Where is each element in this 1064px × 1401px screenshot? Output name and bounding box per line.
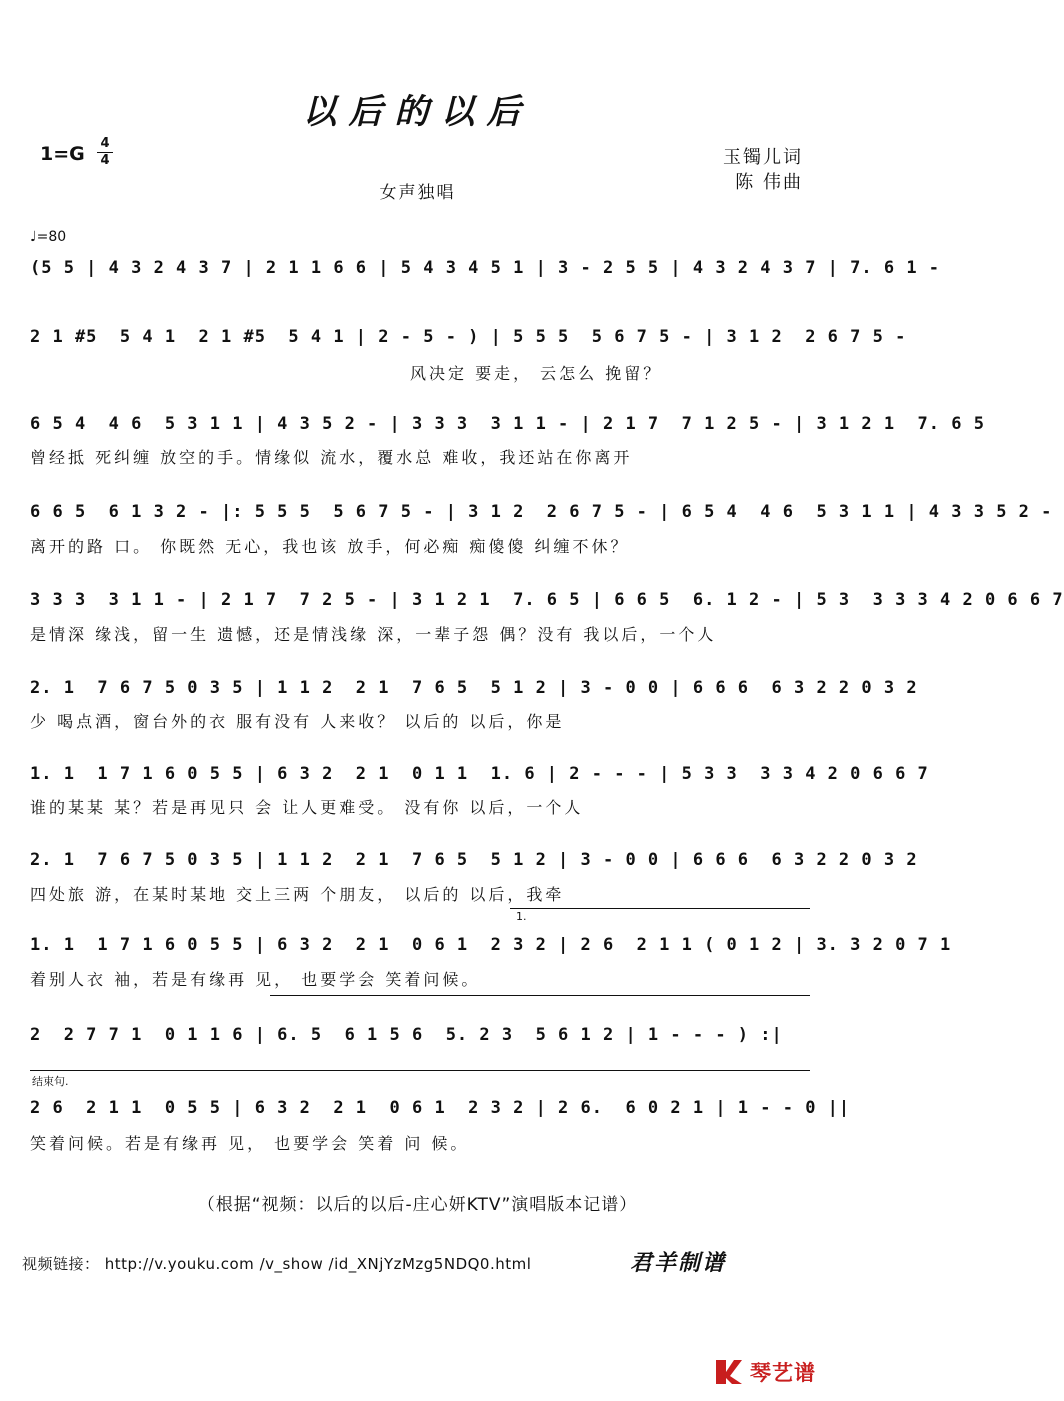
lyrics-line-4: 离开的路 口。 你既然 无心，我也该 放手，何必痴 痴傻傻 纠缠不休？	[30, 537, 630, 556]
brand-logo-icon	[712, 1356, 746, 1388]
lyrics-line-6: 少 喝点酒，窗台外的衣 服有没有 人来收？ 以后的 以后，你是	[30, 712, 565, 731]
volta-1-label: 1.	[516, 910, 527, 923]
notation-line-9: 1. 1 1 7 1 6 0 5 5 | 6 3 2 2 1 0 6 1 2 3 2 | 2 6 2 1 1 ( 0 1 2 | 3. 3 2 0 7 1	[30, 935, 952, 955]
composer-credit: 陈 伟曲	[735, 172, 803, 193]
transcriber-signature: 君羊制谱	[630, 1250, 727, 1276]
page-title: 以后的以后	[302, 92, 533, 132]
brand-name: 琴艺谱	[750, 1361, 816, 1385]
notation-line-5: 3 3 3 3 1 1 - | 2 1 7 7 2 5 - | 3 1 2 1 7. 6 5 | 6 6 5 6. 1 2 - | 5 3 3 3 3 4 2 0 6 6 7	[30, 590, 1064, 610]
video-link[interactable]: 视频链接： http://v.youku.com /v_show /id_XNjYzMzg5NDQ0.html	[22, 1255, 532, 1273]
ending-label: 结束句.	[32, 1075, 69, 1088]
time-signature-bottom: 4	[100, 153, 110, 168]
brand-logo	[712, 1355, 816, 1389]
notation-line-7: 1. 1 1 7 1 6 0 5 5 | 6 3 2 2 1 0 1 1 1. 6 | 2 - - - | 5 3 3 3 3 4 2 0 6 6 7	[30, 764, 929, 784]
notation-line-10: 2 2 7 7 1 0 1 1 6 | 6. 5 6 1 5 6 5. 2 3 5 6 1 2 | 1 - - - ) :|	[30, 1025, 783, 1045]
notation-line-6: 2. 1 7 6 7 5 0 3 5 | 1 1 2 2 1 7 6 5 5 1 2 | 3 - 0 0 | 6 6 6 6 3 2 2 0 3 2	[30, 678, 918, 698]
notation-line-3: 6 5 4 4 6 5 3 1 1 | 4 3 5 2 - | 3 3 3 3 1 1 - | 2 1 7 7 1 2 5 - | 3 1 2 1 7. 6 5	[30, 414, 985, 434]
singer-note: 女声独唱	[379, 183, 456, 203]
notation-line-8: 2. 1 7 6 7 5 0 3 5 | 1 1 2 2 1 7 6 5 5 1 2 | 3 - 0 0 | 6 6 6 6 3 2 2 0 3 2	[30, 850, 918, 870]
time-signature-top: 4	[100, 136, 110, 151]
volta-1-bracket	[510, 908, 810, 909]
lyrics-line-5: 是情深 缘浅，留一生 遗憾，还是情浅缘 深，一辈子怨 偶？没有 我以后，一个人	[30, 625, 717, 644]
notation-line-11: 2 6 2 1 1 0 5 5 | 6 3 2 2 1 0 6 1 2 3 2 | 2 6. 6 0 2 1 | 1 - - 0 ||	[30, 1098, 851, 1118]
lyrics-line-7: 谁的某某 某？若是再见只 会 让人更难受。 没有你 以后，一个人	[30, 798, 584, 817]
lyricist-credit: 玉镯儿词	[723, 147, 803, 168]
source-note: （根据“视频：以后的以后-庄心妍KTV”演唱版本记谱）	[197, 1195, 638, 1215]
ending-bracket	[30, 1070, 810, 1071]
notation-line-4: 6 6 5 6 1 3 2 - |: 5 5 5 5 6 7 5 - | 3 1 2 2 6 7 5 - | 6 5 4 4 6 5 3 1 1 | 4 3 3 5 2 -	[30, 502, 1053, 522]
lyrics-line-2: 风决定 要走， 云怎么 挽留？	[410, 364, 663, 383]
tempo-mark: ♩=80	[30, 229, 67, 245]
volta-1-bracket-continued	[270, 995, 810, 996]
lyrics-line-8: 四处旅 游，在某时某地 交上三两 个朋友， 以后的 以后，我牵	[30, 885, 565, 904]
lyrics-line-9: 着别人衣 袖，若是有缘再 见， 也要学会 笑着问候。	[30, 970, 481, 989]
time-signature	[97, 137, 113, 168]
key-signature: 1=G	[40, 143, 85, 165]
notation-line-1: (5 5 | 4 3 2 4 3 7 | 2 1 1 6 6 | 5 4 3 4 5 1 | 3 - 2 5 5 | 4 3 2 4 3 7 | 7. 6 1 -	[30, 258, 941, 278]
lyrics-line-11: 笑着问候。若是有缘再 见， 也要学会 笑着 问 候。	[30, 1134, 470, 1153]
notation-line-2: 2 1 #5 5 4 1 2 1 #5 5 4 1 | 2 - 5 - ) | 5 5 5 5 6 7 5 - | 3 1 2 2 6 7 5 -	[30, 327, 907, 347]
lyrics-line-3: 曾经抵 死纠缠 放空的手。情缘似 流水，覆水总 难收，我还站在你离开	[30, 448, 633, 467]
